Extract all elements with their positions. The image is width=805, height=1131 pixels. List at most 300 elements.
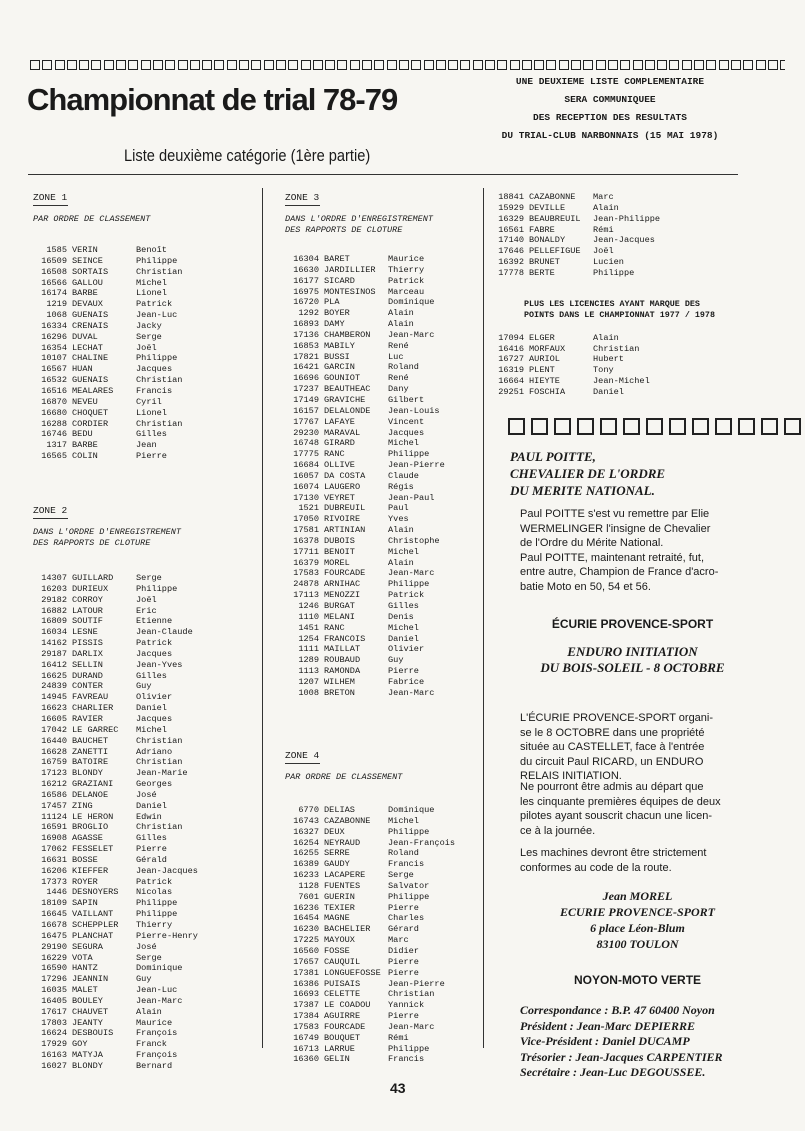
last-name: DUBREUIL: [324, 503, 366, 514]
licence-number: 16560: [293, 945, 319, 956]
first-name: Christian: [136, 375, 183, 386]
licence-number: 16329: [498, 213, 524, 224]
list-item: [33, 898, 253, 909]
last-name: PISSIS: [72, 638, 103, 649]
licence-number: 17767: [293, 416, 319, 427]
list-item: [285, 805, 480, 816]
licence-number: 17123: [41, 768, 67, 779]
first-name: Jean-Jacques: [593, 235, 655, 246]
list-item: [33, 909, 253, 920]
first-name: Pierre-Henry: [136, 930, 198, 941]
separator-square: [554, 418, 571, 435]
licence-number: 16288: [41, 418, 67, 429]
first-name: Tony: [593, 365, 614, 376]
last-name: RANC: [324, 622, 345, 633]
last-name: GOUNIOT: [324, 373, 361, 384]
last-name: DELALONDE: [324, 405, 371, 416]
list-item: [33, 725, 253, 736]
list-item: [33, 996, 253, 1007]
first-name: Guy: [388, 655, 404, 666]
licence-number: 16174: [41, 288, 67, 299]
border-square: [30, 60, 40, 70]
last-name: ROUBAUD: [324, 655, 361, 666]
last-name: DUBOIS: [324, 535, 355, 546]
last-name: CONTER: [72, 681, 103, 692]
ecurie-line: pilotes ayant souscrit chacun une licen-: [520, 810, 712, 823]
list-item: [33, 288, 253, 299]
first-name: Dominique: [388, 805, 435, 815]
licence-number: 16625: [41, 670, 67, 681]
first-name: Pierre: [388, 902, 419, 913]
list-item: [33, 627, 253, 638]
licence-number: 16229: [41, 952, 67, 963]
last-name: CHOQUET: [72, 407, 109, 418]
separator-square: [623, 418, 640, 435]
event-line: DU BOIS-SOLEIL - 8 OCTOBRE: [540, 660, 725, 675]
licence-number: 16236: [293, 902, 319, 913]
last-name: BONALDY: [529, 235, 566, 246]
licence-number: 18841: [498, 192, 524, 202]
first-name: José: [136, 941, 157, 952]
licence-number: 16509: [41, 255, 67, 266]
last-name: GUENAIS: [72, 375, 109, 386]
licence-number: 16567: [41, 364, 67, 375]
first-name: Joël: [136, 594, 157, 605]
last-name: JEANNIN: [72, 974, 109, 985]
first-name: Christophe: [388, 535, 440, 546]
first-name: Christian: [136, 418, 183, 429]
first-name: Olivier: [388, 644, 425, 655]
ecurie-para2: [520, 780, 780, 838]
licence-number: 16727: [498, 354, 524, 365]
first-name: Francis: [388, 859, 425, 870]
licence-number: 1451: [298, 622, 319, 633]
licence-number: 29190: [41, 941, 67, 952]
first-name: Alain: [593, 332, 619, 343]
first-name: Daniel: [593, 386, 624, 397]
zone3-list: [285, 254, 480, 699]
list-item: [33, 267, 253, 278]
notice-line: DU TRIAL-CLUB NARBONNAIS (15 MAI 1978): [501, 130, 719, 141]
last-name: DELIAS: [324, 805, 355, 815]
border-square: [645, 60, 655, 70]
poitte-heading-line: CHEVALIER DE L'ORDRE: [510, 466, 666, 481]
last-name: GARCIN: [324, 362, 355, 373]
last-name: CAZABONNE: [324, 815, 371, 826]
list-item: [490, 225, 730, 236]
first-name: José: [136, 789, 157, 800]
separator-square: [761, 418, 778, 435]
first-name: Michel: [136, 277, 167, 288]
last-name: VEYRET: [324, 492, 355, 503]
list-item: [490, 246, 730, 257]
zone-title: ZONE 1: [33, 192, 68, 203]
list-item: [33, 375, 253, 386]
licence-number: 16590: [41, 963, 67, 974]
list-item: [490, 214, 730, 225]
ecurie-line: L'ÉCURIE PROVENCE-SPORT organi-: [520, 712, 714, 724]
ecurie-line: conformes au code de la route.: [520, 861, 672, 874]
first-name: Marceau: [388, 286, 425, 297]
first-name: Christian: [136, 822, 183, 833]
list-item: [490, 268, 730, 279]
licence-number: 1254: [298, 633, 319, 644]
last-name: CORROY: [72, 594, 103, 605]
last-name: GIRARD: [324, 438, 355, 449]
list-item: [285, 892, 480, 903]
first-name: Vincent: [388, 416, 425, 427]
last-name: SEGURA: [72, 941, 103, 952]
top-square-border: [30, 60, 785, 71]
first-name: Alain: [388, 319, 414, 330]
last-name: MOREL: [324, 557, 350, 568]
border-square: [55, 60, 65, 70]
licence-number: 1219: [46, 299, 67, 310]
first-name: Philippe: [136, 898, 178, 909]
first-name: Roland: [388, 848, 419, 859]
last-name: MAYOUX: [324, 935, 355, 946]
last-name: PLANCHAT: [72, 930, 114, 941]
separator-square: [738, 418, 755, 435]
border-square: [460, 60, 470, 70]
last-name: MELANI: [324, 611, 355, 622]
licence-number: 16508: [41, 266, 67, 277]
first-name: Serge: [136, 573, 162, 583]
last-name: CHAMBERON: [324, 329, 371, 340]
licence-number: 16157: [293, 405, 319, 416]
border-square: [510, 60, 520, 70]
licence-number: 16893: [293, 319, 319, 330]
list-item: [33, 833, 253, 844]
first-name: Jean-Michel: [593, 376, 650, 387]
first-name: Pierre: [136, 844, 167, 855]
border-square: [756, 60, 766, 70]
licence-number: 16233: [293, 870, 319, 881]
first-name: Gilles: [136, 429, 167, 440]
first-name: Denis: [388, 611, 414, 622]
first-name: Jean-Pierre: [388, 460, 445, 471]
licence-number: 1068: [46, 310, 67, 321]
list-item: [285, 979, 480, 990]
separator-square: [715, 418, 732, 435]
last-name: BRUNET: [529, 257, 560, 268]
column-divider: [262, 188, 263, 1048]
zone-subtitle: PAR ORDRE DE CLASSEMENT: [33, 214, 151, 224]
list-item: [285, 634, 480, 645]
poitte-line: batie Moto en 50, 54 et 56.: [520, 580, 651, 593]
licence-number: 29251: [498, 386, 524, 397]
list-item: [285, 688, 480, 699]
first-name: Pierre: [136, 451, 167, 462]
first-name: Pierre: [388, 967, 419, 978]
last-name: FRANCOIS: [324, 633, 366, 644]
licence-number: 16057: [293, 470, 319, 481]
list-item: [285, 838, 480, 849]
zone-subtitle: DANS L'ORDRE D'ENREGISTREMENT: [33, 527, 181, 537]
ecurie-title: ÉCURIE PROVENCE-SPORT: [551, 617, 714, 631]
licence-number: 16440: [41, 735, 67, 746]
first-name: Jean-Marc: [136, 995, 183, 1006]
border-square: [153, 60, 163, 70]
last-name: BEAUBREUIL: [529, 213, 581, 224]
contact-line: Président : Jean-Marc DEPIERRE: [520, 1018, 696, 1033]
licence-number: 16882: [41, 605, 67, 616]
border-square: [42, 60, 52, 70]
list-item: [285, 870, 480, 881]
first-name: Didier: [388, 945, 419, 956]
licence-number: 17149: [293, 394, 319, 405]
list-item: [33, 736, 253, 747]
first-name: Lionel: [136, 407, 167, 418]
border-square: [264, 60, 274, 70]
last-name: SCHEPPLER: [72, 920, 119, 930]
noyon-contacts: [520, 1003, 780, 1081]
licence-number: 11124: [41, 811, 67, 822]
licence-number: 16624: [41, 1028, 67, 1039]
licence-number: 14162: [41, 638, 67, 649]
list-item: [33, 1061, 253, 1072]
licence-number: 17381: [293, 967, 319, 978]
border-square: [301, 60, 311, 70]
border-square: [104, 60, 114, 70]
last-name: DA COSTA: [324, 470, 366, 481]
first-name: Patrick: [388, 590, 425, 601]
list-item: [33, 451, 253, 462]
last-name: GRAZIANI: [72, 779, 114, 790]
list-item: [285, 438, 480, 449]
zone4-cont-list: [490, 192, 730, 279]
first-name: Bernard: [136, 1060, 173, 1071]
ecurie-line: du circuit Paul RICARD, un ENDURO: [520, 755, 704, 768]
ecurie-signature: [505, 888, 770, 952]
last-name: BOULEY: [72, 995, 103, 1006]
list-item: [33, 408, 253, 419]
first-name: Jean-Marie: [136, 768, 188, 779]
first-name: Dany: [388, 384, 409, 395]
licence-number: 17225: [293, 935, 319, 946]
last-name: BAUCHET: [72, 735, 109, 746]
licence-number: 10107: [41, 353, 67, 364]
first-name: Jacky: [136, 320, 162, 331]
last-name: DEVAUX: [72, 299, 103, 310]
licence-number: 17581: [293, 525, 319, 536]
licence-number: 16454: [293, 913, 319, 924]
licence-number: 16230: [293, 924, 319, 935]
list-item: [33, 606, 253, 617]
last-name: GALLOU: [72, 277, 103, 288]
licence-number: 24839: [41, 681, 67, 692]
last-name: HIEYTE: [529, 376, 560, 387]
list-item: [285, 428, 480, 439]
first-name: Rémi: [388, 1032, 409, 1043]
poitte-line: WERMELINGER l'insigne de Chevalier: [520, 522, 711, 535]
first-name: Jean-Luc: [136, 985, 178, 996]
licence-number: 16743: [293, 815, 319, 826]
list-item: [490, 203, 730, 214]
separator-square: [646, 418, 663, 435]
list-item: [285, 558, 480, 569]
border-square: [534, 60, 544, 70]
border-square: [325, 60, 335, 70]
licence-number: 16809: [41, 616, 67, 627]
last-name: SEINCE: [72, 255, 103, 266]
list-item: [33, 985, 253, 996]
last-name: AGASSE: [72, 833, 103, 844]
licence-number: 16319: [498, 365, 524, 376]
list-item: [33, 703, 253, 714]
licence-number: 16623: [41, 703, 67, 714]
licence-number: 1207: [298, 676, 319, 687]
first-name: Jean-Jacques: [136, 865, 198, 876]
first-name: Philippe: [388, 826, 430, 837]
list-item: [285, 373, 480, 384]
last-name: BENOIT: [324, 546, 355, 557]
licence-number: 15929: [498, 202, 524, 213]
list-item: [33, 1039, 253, 1050]
zone-title-rule: [285, 205, 320, 206]
last-name: PELLEFIGUE: [529, 246, 581, 257]
border-square: [79, 60, 89, 70]
list-item: [285, 590, 480, 601]
list-item: [285, 612, 480, 623]
first-name: Jean-Marc: [388, 329, 435, 340]
first-name: Guy: [136, 681, 152, 692]
separator-square: [577, 418, 594, 435]
licence-number: 1521: [298, 503, 319, 514]
first-name: Gérard: [388, 924, 419, 935]
list-item: [285, 503, 480, 514]
last-name: OLLIVE: [324, 460, 355, 471]
licence-number: 1110: [298, 611, 319, 622]
licence-number: 16586: [41, 789, 67, 800]
zone4-section: [285, 750, 480, 1065]
last-name: BRETON: [324, 687, 355, 698]
last-name: LE GARREC: [72, 724, 119, 735]
border-square: [473, 60, 483, 70]
last-name: RIVOIRE: [324, 514, 361, 525]
licence-number: 17113: [293, 590, 319, 601]
list-item: [285, 957, 480, 968]
list-item: [490, 235, 730, 246]
border-square: [350, 60, 360, 70]
zone1-section: [33, 192, 253, 462]
list-item: [33, 397, 253, 408]
list-item: [33, 332, 253, 343]
zone4-list: [285, 805, 480, 1065]
last-name: GUILLARD: [72, 573, 114, 583]
list-item: [285, 946, 480, 957]
licence-number: 17821: [293, 351, 319, 362]
border-square: [657, 60, 667, 70]
last-name: CORDIER: [72, 418, 109, 429]
notice-line: DES RECEPTION DES RESULTATS: [533, 112, 687, 123]
list-item: [33, 353, 253, 364]
zone-title-rule: [285, 763, 320, 764]
last-name: BROGLIO: [72, 822, 109, 833]
first-name: Jean-Marc: [388, 1021, 435, 1032]
licence-number: 17050: [293, 514, 319, 525]
licence-number: 16631: [41, 854, 67, 865]
licence-number: 16296: [41, 331, 67, 342]
first-name: Paul: [388, 503, 409, 514]
list-item: [285, 913, 480, 924]
licence-number: 14945: [41, 692, 67, 703]
zone4-continued: [490, 192, 730, 398]
list-item: [285, 1011, 480, 1022]
last-name: DURIEUX: [72, 583, 109, 594]
first-name: Olivier: [136, 692, 173, 703]
licence-number: 18109: [41, 898, 67, 909]
licence-number: 16749: [293, 1032, 319, 1043]
licence-number: 16605: [41, 713, 67, 724]
border-square: [485, 60, 495, 70]
square-separator: [508, 418, 801, 435]
first-name: Nicolas: [136, 887, 173, 898]
last-name: VAILLANT: [72, 909, 114, 920]
last-name: FESSELET: [72, 844, 114, 855]
first-name: Christian: [136, 735, 183, 746]
list-item: [33, 942, 253, 953]
last-name: HUAN: [72, 364, 93, 375]
first-name: Philippe: [388, 449, 430, 460]
ecurie-line: les cinquante premières équipes de deux: [520, 795, 721, 808]
zone2-list: [33, 573, 253, 1072]
first-name: Serge: [136, 952, 162, 963]
first-name: René: [388, 373, 409, 384]
border-square: [694, 60, 704, 70]
zone-subtitle: PAR ORDRE DE CLASSEMENT: [285, 772, 403, 782]
list-item: [490, 365, 730, 376]
last-name: BOYER: [324, 308, 350, 319]
licence-number: 17094: [498, 332, 524, 343]
list-item: [285, 254, 480, 265]
licence-number: 16516: [41, 385, 67, 396]
first-name: Philippe: [136, 583, 178, 594]
licence-number: 29230: [293, 427, 319, 438]
first-name: Philippe: [388, 1043, 430, 1054]
separator-square: [692, 418, 709, 435]
first-name: Guy: [136, 974, 152, 985]
licence-number: 17583: [293, 1021, 319, 1032]
list-item: [285, 903, 480, 914]
licence-number: 17457: [41, 800, 67, 811]
first-name: Jean-Philippe: [593, 213, 661, 224]
last-name: CHAUVET: [72, 1006, 109, 1017]
last-name: LECHAT: [72, 342, 103, 353]
last-name: DUVAL: [72, 331, 98, 342]
licence-number: 16684: [293, 460, 319, 471]
first-name: René: [388, 340, 409, 351]
licence-number: 17062: [41, 844, 67, 855]
licence-number: 16680: [41, 407, 67, 418]
list-item: [285, 471, 480, 482]
licence-number: 16565: [41, 451, 67, 462]
border-square: [165, 60, 175, 70]
zone-subtitle: DES RAPPORTS DE CLOTURE: [285, 225, 403, 235]
list-item: [285, 989, 480, 1000]
licence-number: 16591: [41, 822, 67, 833]
last-name: DEUX: [324, 826, 345, 837]
last-name: MEALARES: [72, 385, 114, 396]
licence-number: 16532: [41, 375, 67, 386]
first-name: Pierre: [388, 666, 419, 677]
licence-number: 7601: [298, 891, 319, 902]
list-item: [490, 387, 730, 398]
last-name: FOSCHIA: [529, 386, 566, 397]
border-square: [497, 60, 507, 70]
last-name: NEYRAUD: [324, 837, 361, 848]
last-name: GOY: [72, 1039, 88, 1050]
